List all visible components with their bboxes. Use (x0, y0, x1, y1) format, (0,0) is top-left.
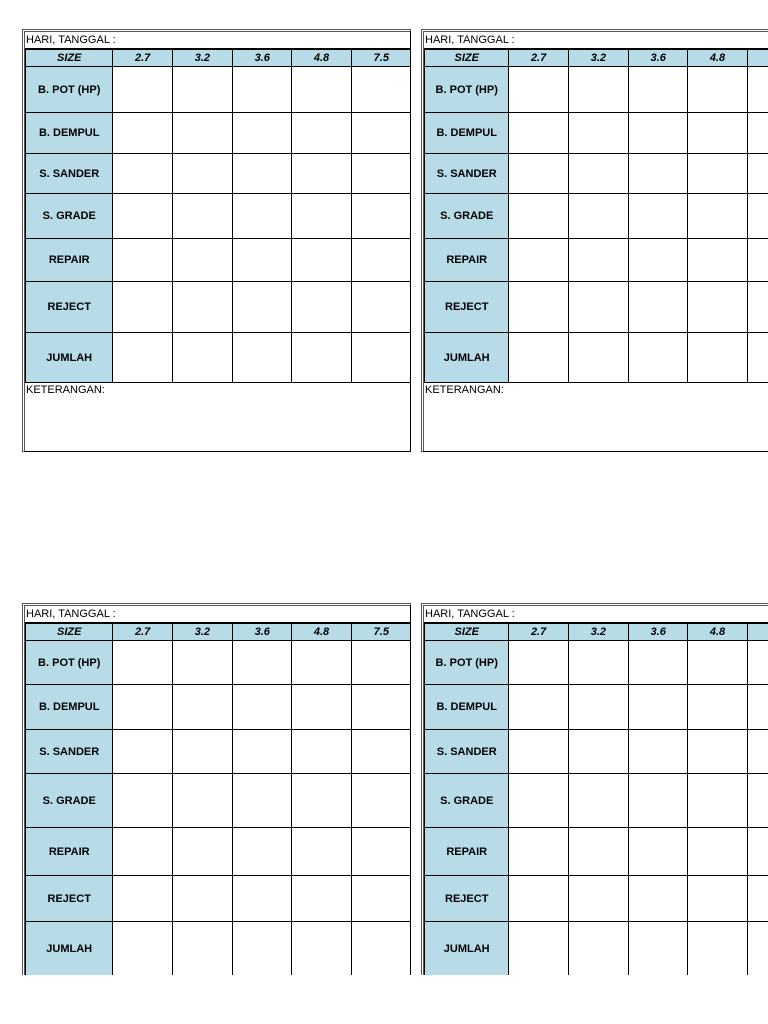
entry-cell[interactable] (113, 113, 172, 154)
entry-cell[interactable] (629, 239, 688, 282)
date-label: HARI, TANGGAL : (424, 32, 768, 49)
entry-cell[interactable] (747, 67, 768, 113)
entry-cell[interactable] (113, 333, 172, 383)
entry-cell[interactable] (688, 194, 747, 239)
entry-cell[interactable] (688, 154, 747, 194)
size-col-header: 2.7 (113, 50, 172, 67)
entry-cell[interactable] (629, 685, 688, 730)
entry-cell[interactable] (747, 239, 768, 282)
form-card-top-left (22, 29, 411, 452)
entry-cell[interactable] (629, 876, 688, 922)
entry-cell[interactable] (113, 876, 172, 922)
entry-cell[interactable] (172, 194, 232, 239)
entry-cell[interactable] (747, 333, 768, 383)
entry-cell[interactable] (568, 641, 628, 685)
entry-cell[interactable] (172, 282, 232, 333)
entry-cell[interactable] (292, 113, 351, 154)
entry-cell[interactable] (509, 641, 568, 685)
entry-cell[interactable] (747, 774, 768, 828)
form-card-top-right (421, 29, 768, 452)
entry-cell[interactable] (351, 730, 411, 774)
entry-cell[interactable] (688, 876, 747, 922)
entry-cell[interactable] (351, 239, 411, 282)
entry-cell[interactable] (351, 154, 411, 194)
entry-cell[interactable] (292, 194, 351, 239)
size-col-header: 4.8 (292, 624, 351, 641)
entry-cell[interactable] (509, 333, 568, 383)
entry-cell[interactable] (509, 239, 568, 282)
size-col-header (747, 50, 768, 67)
row-label: S. GRADE (425, 774, 509, 828)
entry-cell[interactable] (113, 730, 172, 774)
row-label: S. GRADE (26, 774, 113, 828)
size-header: SIZE (425, 50, 509, 67)
entry-cell[interactable] (351, 641, 411, 685)
entry-cell[interactable] (629, 67, 688, 113)
row-label: S. SANDER (26, 730, 113, 774)
entry-cell[interactable] (688, 730, 747, 774)
entry-cell[interactable] (568, 685, 628, 730)
row-label: S. SANDER (425, 154, 509, 194)
row-label: B. DEMPUL (26, 685, 113, 730)
entry-cell[interactable] (747, 641, 768, 685)
entry-cell[interactable] (233, 113, 292, 154)
entry-cell[interactable] (351, 194, 411, 239)
entry-cell[interactable] (292, 154, 351, 194)
entry-cell[interactable] (629, 730, 688, 774)
entry-cell[interactable] (172, 828, 232, 876)
row-label: S. GRADE (26, 194, 113, 239)
entry-cell[interactable] (688, 685, 747, 730)
entry-cell[interactable] (629, 333, 688, 383)
entry-cell[interactable] (233, 730, 292, 774)
notes-label: KETERANGAN: (26, 384, 105, 396)
entry-cell[interactable] (172, 113, 232, 154)
entry-cell[interactable] (172, 333, 232, 383)
row-label: REJECT (425, 282, 509, 333)
entry-cell[interactable] (629, 828, 688, 876)
date-label: HARI, TANGGAL : (25, 32, 410, 49)
entry-cell[interactable] (568, 154, 628, 194)
entry-cell[interactable] (747, 685, 768, 730)
size-col-header: 3.2 (172, 624, 232, 641)
row-label: S. GRADE (425, 194, 509, 239)
production-table (424, 623, 768, 975)
size-col-header: 4.8 (292, 50, 351, 67)
entry-cell[interactable] (568, 774, 628, 828)
entry-cell[interactable] (509, 113, 568, 154)
entry-cell[interactable] (172, 685, 232, 730)
entry-cell[interactable] (292, 828, 351, 876)
entry-cell[interactable] (233, 828, 292, 876)
entry-cell[interactable] (292, 641, 351, 685)
entry-cell[interactable] (233, 685, 292, 730)
size-col-header: 2.7 (113, 624, 172, 641)
entry-cell[interactable] (509, 282, 568, 333)
row-label: REJECT (26, 876, 113, 922)
entry-cell[interactable] (688, 641, 747, 685)
entry-cell[interactable] (351, 333, 411, 383)
entry-cell[interactable] (509, 67, 568, 113)
row-label: B. DEMPUL (425, 113, 509, 154)
entry-cell[interactable] (568, 67, 628, 113)
entry-cell[interactable] (292, 333, 351, 383)
entry-cell[interactable] (172, 922, 232, 976)
entry-cell[interactable] (113, 194, 172, 239)
entry-cell[interactable] (113, 239, 172, 282)
entry-cell[interactable] (568, 828, 628, 876)
entry-cell[interactable] (172, 67, 232, 113)
entry-cell[interactable] (351, 113, 411, 154)
entry-cell[interactable] (568, 876, 628, 922)
entry-cell[interactable] (629, 154, 688, 194)
entry-cell[interactable] (351, 922, 411, 976)
entry-cell[interactable] (351, 876, 411, 922)
entry-cell[interactable] (233, 282, 292, 333)
entry-cell[interactable] (113, 154, 172, 194)
row-label: B. DEMPUL (425, 685, 509, 730)
entry-cell[interactable] (688, 828, 747, 876)
entry-cell[interactable] (568, 922, 628, 976)
row-label: JUMLAH (26, 333, 113, 383)
entry-cell[interactable] (292, 685, 351, 730)
entry-cell[interactable] (172, 774, 232, 828)
size-col-header: 3.2 (568, 50, 628, 67)
row-label: B. POT (HP) (425, 641, 509, 685)
entry-cell[interactable] (233, 67, 292, 113)
entry-cell[interactable] (688, 333, 747, 383)
entry-cell[interactable] (568, 239, 628, 282)
entry-cell[interactable] (509, 828, 568, 876)
entry-cell[interactable] (172, 641, 232, 685)
entry-cell[interactable] (233, 641, 292, 685)
entry-cell[interactable] (509, 194, 568, 239)
entry-cell[interactable] (747, 282, 768, 333)
entry-cell[interactable] (292, 282, 351, 333)
row-label: JUMLAH (26, 922, 113, 976)
entry-cell[interactable] (688, 282, 747, 333)
entry-cell[interactable] (568, 282, 628, 333)
size-col-header: 4.8 (688, 624, 747, 641)
entry-cell[interactable] (509, 876, 568, 922)
entry-cell[interactable] (113, 641, 172, 685)
entry-cell[interactable] (688, 239, 747, 282)
entry-cell[interactable] (233, 876, 292, 922)
entry-cell[interactable] (113, 282, 172, 333)
entry-cell[interactable] (113, 67, 172, 113)
entry-cell[interactable] (509, 922, 568, 976)
entry-cell[interactable] (688, 67, 747, 113)
entry-cell[interactable] (113, 922, 172, 976)
entry-cell[interactable] (113, 828, 172, 876)
entry-cell[interactable] (292, 730, 351, 774)
entry-cell[interactable] (509, 774, 568, 828)
entry-cell[interactable] (747, 922, 768, 976)
row-label: REPAIR (425, 239, 509, 282)
date-label: HARI, TANGGAL : (424, 606, 768, 623)
notes-label: KETERANGAN: (425, 384, 504, 396)
row-label: REJECT (425, 876, 509, 922)
entry-cell[interactable] (233, 239, 292, 282)
entry-cell[interactable] (233, 333, 292, 383)
entry-cell[interactable] (568, 194, 628, 239)
entry-cell[interactable] (629, 922, 688, 976)
entry-cell[interactable] (568, 113, 628, 154)
size-col-header: 3.6 (233, 50, 292, 67)
row-label: B. POT (HP) (425, 67, 509, 113)
entry-cell[interactable] (292, 67, 351, 113)
row-label: S. SANDER (425, 730, 509, 774)
entry-cell[interactable] (568, 730, 628, 774)
date-label: HARI, TANGGAL : (25, 606, 410, 623)
entry-cell[interactable] (629, 282, 688, 333)
entry-cell[interactable] (747, 876, 768, 922)
size-col-header: 3.6 (629, 624, 688, 641)
entry-cell[interactable] (747, 113, 768, 154)
entry-cell[interactable] (233, 194, 292, 239)
entry-cell[interactable] (629, 774, 688, 828)
entry-cell[interactable] (747, 730, 768, 774)
size-header: SIZE (425, 624, 509, 641)
entry-cell[interactable] (747, 154, 768, 194)
production-table (25, 49, 411, 383)
row-label: B. POT (HP) (26, 641, 113, 685)
size-col-header (747, 624, 768, 641)
row-label: B. DEMPUL (26, 113, 113, 154)
entry-cell[interactable] (351, 282, 411, 333)
entry-cell[interactable] (509, 154, 568, 194)
entry-cell[interactable] (172, 730, 232, 774)
entry-cell[interactable] (292, 876, 351, 922)
entry-cell[interactable] (233, 154, 292, 194)
row-label: REPAIR (26, 828, 113, 876)
size-col-header: 3.6 (233, 624, 292, 641)
size-header: SIZE (26, 50, 113, 67)
entry-cell[interactable] (629, 641, 688, 685)
entry-cell[interactable] (629, 113, 688, 154)
entry-cell[interactable] (509, 685, 568, 730)
entry-cell[interactable] (292, 239, 351, 282)
size-col-header: 2.7 (509, 624, 568, 641)
entry-cell[interactable] (172, 239, 232, 282)
row-label: JUMLAH (425, 922, 509, 976)
entry-cell[interactable] (113, 774, 172, 828)
entry-cell[interactable] (351, 685, 411, 730)
entry-cell[interactable] (233, 922, 292, 976)
size-col-header: 7.5 (351, 624, 411, 641)
production-table (424, 49, 768, 383)
entry-cell[interactable] (292, 922, 351, 976)
entry-cell[interactable] (568, 333, 628, 383)
size-col-header: 4.8 (688, 50, 747, 67)
row-label: REPAIR (26, 239, 113, 282)
entry-cell[interactable] (688, 922, 747, 976)
entry-cell[interactable] (747, 828, 768, 876)
entry-cell[interactable] (113, 685, 172, 730)
entry-cell[interactable] (747, 194, 768, 239)
entry-cell[interactable] (351, 828, 411, 876)
form-card-bottom-left (22, 603, 411, 975)
entry-cell[interactable] (292, 774, 351, 828)
size-col-header: 3.6 (629, 50, 688, 67)
entry-cell[interactable] (509, 730, 568, 774)
size-col-header: 7.5 (351, 50, 411, 67)
size-col-header: 3.2 (172, 50, 232, 67)
entry-cell[interactable] (688, 113, 747, 154)
entry-cell[interactable] (629, 194, 688, 239)
form-card-bottom-right (421, 603, 768, 975)
production-table (25, 623, 411, 975)
entry-cell[interactable] (351, 774, 411, 828)
row-label: REJECT (26, 282, 113, 333)
size-col-header: 2.7 (509, 50, 568, 67)
entry-cell[interactable] (172, 876, 232, 922)
entry-cell[interactable] (688, 774, 747, 828)
row-label: JUMLAH (425, 333, 509, 383)
entry-cell[interactable] (351, 67, 411, 113)
size-header: SIZE (26, 624, 113, 641)
row-label: B. POT (HP) (26, 67, 113, 113)
entry-cell[interactable] (172, 154, 232, 194)
row-label: REPAIR (425, 828, 509, 876)
row-label: S. SANDER (26, 154, 113, 194)
size-col-header: 3.2 (568, 624, 628, 641)
entry-cell[interactable] (233, 774, 292, 828)
